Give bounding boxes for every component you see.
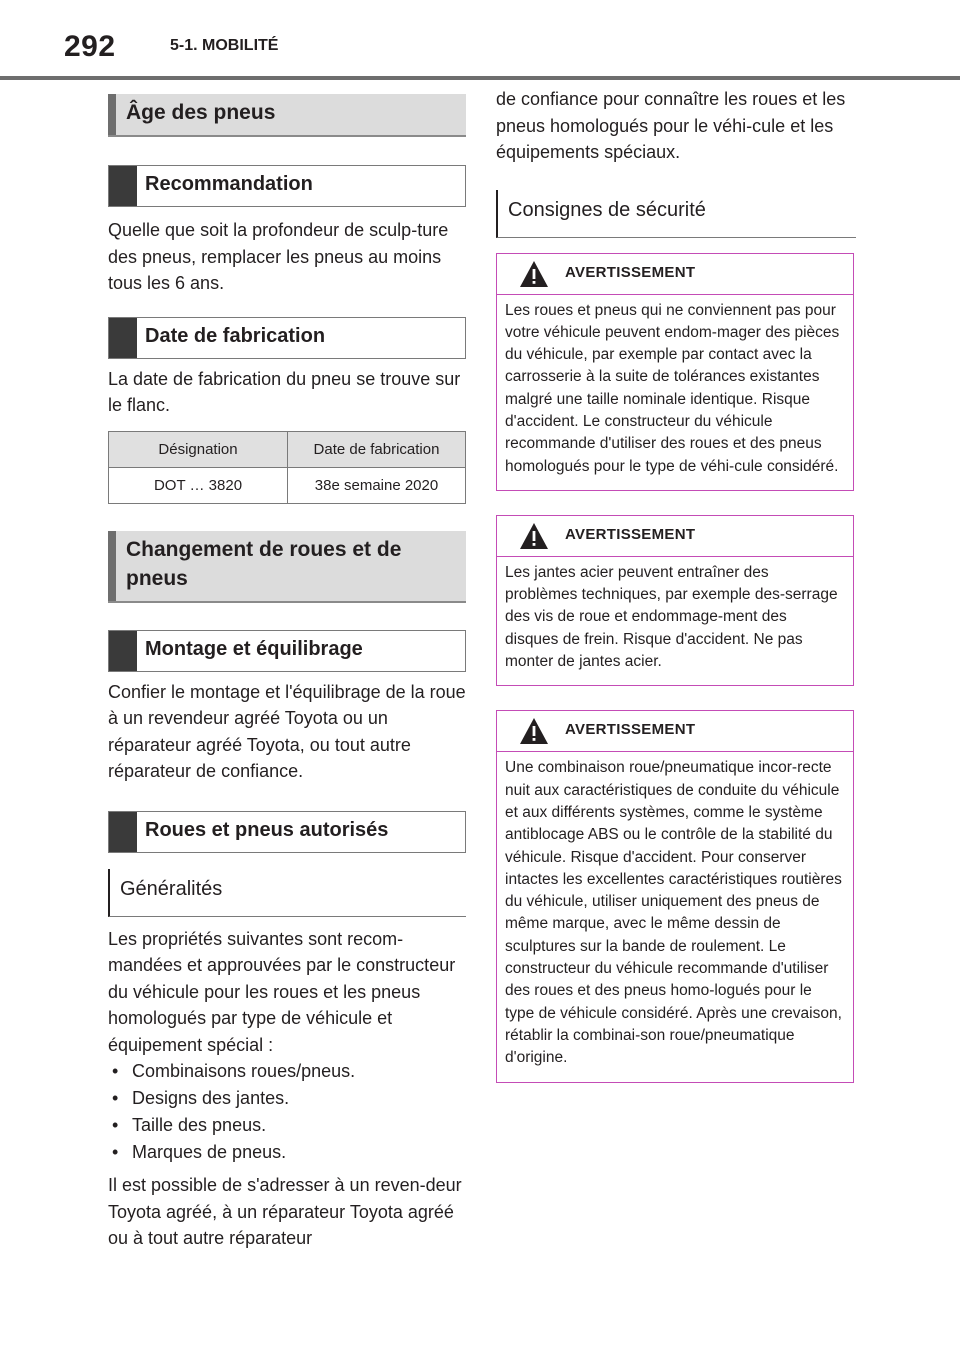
- table-cell-designation: DOT … 3820: [109, 467, 288, 503]
- warning-triangle-icon: [519, 260, 549, 288]
- heading-roues-pneus-autorises: Roues et pneus autorisés: [108, 811, 466, 853]
- warning-box: [496, 515, 854, 686]
- warning-box: [496, 253, 854, 491]
- heading-generalites: Généralités: [108, 869, 466, 917]
- page-number: 292: [64, 30, 116, 63]
- table-row: [109, 467, 466, 503]
- table-header-date: Date de fabrication: [288, 431, 466, 467]
- section-title: 5-1. MOBILITÉ: [170, 37, 279, 54]
- heading-recommandation: Recommandation: [108, 165, 466, 207]
- warning-header: [497, 254, 853, 295]
- warning-text: Les jantes acier peuvent entraîner des problèmes techniques, par exemple des-serrage des vis de roue et endommage-ment des disques de frein. Risque d'accident. Ne pas monter de jantes acier.: [505, 563, 838, 671]
- date-text: La date de fabrication du pneu se trouve sur le flanc.: [108, 368, 461, 415]
- left-column: [108, 94, 466, 1252]
- continuation-text: de confiance pour connaître les roues et les pneus homologués pour le véhi-cule et les équipements spéciaux.: [496, 89, 846, 162]
- header-rule: [0, 76, 960, 80]
- table-header-row: [109, 431, 466, 467]
- warning-triangle-icon: [519, 522, 549, 550]
- table-cell-date: 38e semaine 2020: [288, 467, 466, 503]
- generalites-text: Les propriétés suivantes sont recom-mandées et approuvées par le constructeur du véhicule pour les roues et les pneus homologués par type de véhicule et équipement spécial :: [108, 928, 456, 1055]
- warning-triangle-icon: [519, 717, 549, 745]
- page-header: [0, 0, 960, 80]
- heading-montage-equilibrage: Montage et équilibrage: [108, 630, 466, 672]
- final-text: Il est possible de s'adresser à un reven-deur Toyota agréé, à un réparateur Toyota agréé ou à tout autre réparateur: [108, 1175, 462, 1248]
- montage-text: Confier le montage et l'équilibrage de la roue à un revendeur agréé Toyota ou un réparateur agréé Toyota, ou tout autre réparateur de confiance.: [108, 681, 466, 781]
- fabrication-table: [108, 431, 466, 504]
- heading-consignes-securite: Consignes de sécurité: [496, 190, 856, 238]
- right-column: [496, 86, 856, 1083]
- heading-age-des-pneus: Âge des pneus: [108, 94, 466, 137]
- warning-box: [496, 710, 854, 1082]
- warning-title: AVERTISSEMENT: [565, 721, 696, 739]
- heading-date-de-fabrication: Date de fabrication: [108, 317, 466, 359]
- list-item: • Combinaisons roues/pneus.: [108, 1058, 466, 1085]
- bullet-list: [108, 1058, 466, 1166]
- warning-text: Une combinaison roue/pneumatique incor-recte nuit aux caractéristiques de conduite du véhicule et aux différents systèmes, comme le système antiblocage ABS ou le contrôle de la stabilité du véhicule. Risque d'accident. Pour conserver intactes les excellentes caractéristiques routières du véhicule, utiliser uniquement des pneus de même marque, avec le même dessin de sculptures sur la bande de roulement. Le constructeur du véhicule recommande d'utiliser des roues et des pneus homo-logués pour le type de véhicule considéré. Après une crevaison, rétablir la combinai-son roue/pneumatique d'origine.: [505, 759, 842, 1067]
- recommandation-text: Quelle que soit la profondeur de sculp-ture des pneus, remplacer les pneus au moins tous les 6 ans.: [108, 220, 449, 293]
- list-item: • Marques de pneus.: [108, 1139, 466, 1166]
- warning-title: AVERTISSEMENT: [565, 525, 696, 543]
- warning-title: AVERTISSEMENT: [565, 263, 696, 281]
- list-item: • Taille des pneus.: [108, 1112, 466, 1139]
- list-item: • Designs des jantes.: [108, 1085, 466, 1112]
- warning-header: [497, 516, 853, 557]
- heading-changement-roues-pneus: Changement de roues et de pneus: [108, 531, 466, 603]
- table-header-designation: Désignation: [109, 431, 288, 467]
- warning-text: Les roues et pneus qui ne conviennent pas pour votre véhicule peuvent endom-mager des pièces du véhicule, par exemple par contact avec la carrosserie à la suite de tolérances existantes malgré une taille nominale identique. Risque d'accident. Le constructeur du véhicule recommande d'utiliser des roues et des pneus homologués pour le type de véhi-cule considéré.: [505, 301, 840, 475]
- warning-header: [497, 711, 853, 752]
